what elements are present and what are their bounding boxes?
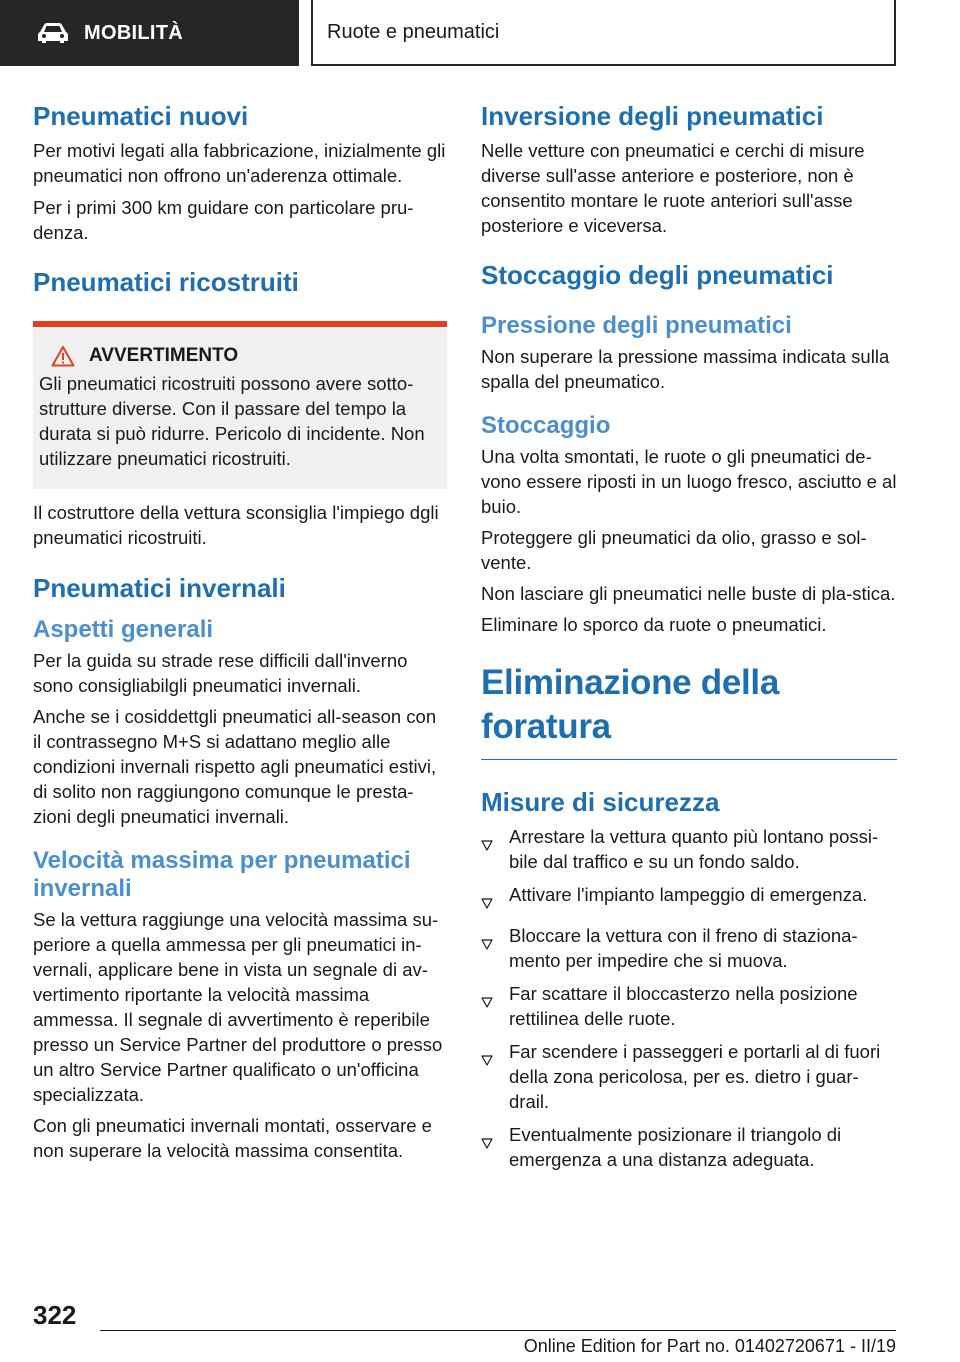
paragraph: Per la guida su strade rese difficili dall'inverno sono consigliabilgli pneumatici invernali.: [33, 650, 408, 696]
list-item: [481, 923, 897, 973]
safety-measures-list: [481, 824, 897, 1172]
chapter-box: [311, 0, 896, 66]
heading-retreaded-tyres: Pneumatici ricostruiti: [33, 267, 299, 297]
triangle-bullet-icon: [481, 981, 509, 1031]
list-item-text: Far scendere i passeggeri e portarli al di fuori della zona pericolosa, per es. dietro i guar-drail.: [509, 1041, 881, 1112]
list-item-text: Arrestare la vettura quanto più lontano possi-bile dal traffico e su un fondo saldo.: [509, 826, 879, 872]
right-column: [481, 100, 897, 1180]
warning-title-row: [39, 343, 439, 369]
edition-info: Online Edition for Part no. 01402720671 - II/19: [523, 1336, 896, 1356]
heading-tyre-inversion: Inversione degli pneumatici: [481, 101, 824, 131]
triangle-bullet-icon: [481, 1122, 509, 1172]
heading-new-tyres: Pneumatici nuovi: [33, 101, 249, 131]
heading-tyre-storage: Stoccaggio degli pneumatici: [481, 260, 834, 290]
paragraph: Il costruttore della vettura sconsiglia l'impiego dgli pneumatici ricostruiti.: [33, 502, 439, 548]
paragraph: Una volta smontati, le ruote o gli pneumatici de-vono essere riposti in un luogo fresco, asciutto e al buio.: [481, 446, 897, 517]
paragraph: Proteggere gli pneumatici da olio, grasso e sol-vente.: [481, 527, 867, 573]
subheading-max-speed: Velocità massima per pneumatici invernali: [33, 847, 411, 902]
list-item: [481, 981, 897, 1031]
paragraph: Non lasciare gli pneumatici nelle buste di pla-stica.: [481, 583, 896, 604]
triangle-bullet-icon: [481, 824, 509, 874]
section-tab: [0, 0, 299, 66]
triangle-bullet-icon: [481, 882, 509, 915]
page-number: 322: [33, 1300, 77, 1330]
list-item: [481, 882, 897, 915]
warning-title: AVVERTIMENTO: [89, 345, 239, 366]
list-item-text: Bloccare la vettura con il freno di staziona-mento per impedire che si muova.: [509, 925, 858, 971]
heading-safety-measures: Misure di sicurezza: [481, 787, 720, 817]
paragraph: Nelle vetture con pneumatici e cerchi di misure diverse sull'asse anteriore e posteriore, non è consentito montare le ruote anteriori sull'asse posteriore e viceversa.: [481, 140, 865, 236]
triangle-bullet-icon: [481, 923, 509, 973]
triangle-bullet-icon: [481, 1039, 509, 1114]
paragraph: Non superare la pressione massima indicata sulla spalla del pneumatico.: [481, 346, 890, 392]
car-icon: [36, 21, 70, 45]
subheading-storage: Stoccaggio: [481, 412, 611, 439]
subheading-tyre-pressure: Pressione degli pneumatici: [481, 312, 792, 339]
left-column: [33, 100, 447, 1163]
chapter-title: Ruote e pneumatici: [327, 20, 500, 43]
heading-puncture-repair: Eliminazione della foratura: [481, 663, 780, 746]
paragraph: Con gli pneumatici invernali montati, osservare e non superare la velocità massima consentita.: [33, 1115, 432, 1161]
list-item-text: Eventualmente posizionare il triangolo di emergenza a una distanza adeguata.: [509, 1124, 842, 1170]
paragraph: Per motivi legati alla fabbricazione, inizialmente gli pneumatici non offrono un'aderenza ottimale.: [33, 140, 446, 186]
section-rule: [481, 759, 897, 760]
paragraph: Per i primi 300 km guidare con particolare pru-denza.: [33, 197, 414, 243]
warning-triangle-icon: [51, 345, 75, 367]
subheading-general: Aspetti generali: [33, 616, 214, 643]
paragraph: Eliminare lo sporco da ruote o pneumatici.: [481, 614, 827, 635]
section-title: MOBILITÀ: [84, 21, 184, 44]
warning-text: Gli pneumatici ricostruiti possono avere sotto-strutture diverse. Con il passare del tempo la durata si può ridurre. Pericolo di incidente. Non utilizzare pneumatici ricostruiti.: [39, 373, 425, 469]
list-item: [481, 1039, 897, 1114]
paragraph: Se la vettura raggiunge una velocità massima su-periore a quella ammessa per gli pneumatici in-vernali, applicare bene in vista un segnale di av-vertimento riportante la velocità massima ammessa. Il segnale di avvertimento è reperibile presso un Service Partner del produttore o presso un altro Service Partner qualificato o un'officina specializzata.: [33, 909, 443, 1105]
list-item: [481, 824, 897, 874]
footer-rule: [100, 1330, 896, 1331]
list-item: [481, 1122, 897, 1172]
warning-box: [33, 321, 447, 489]
list-item-text: Far scattare il bloccasterzo nella posizione rettilinea delle ruote.: [509, 983, 858, 1029]
paragraph: Anche se i cosiddettgli pneumatici all-season con il contrassegno M+S si adattano meglio alle condizioni invernali rispetto agli pneumatici estivi, di solito non raggiungono comunque le presta-zioni degli pneumatici invernali.: [33, 706, 437, 827]
list-item-text: Attivare l'impianto lampeggio di emergenza.: [509, 884, 868, 905]
heading-winter-tyres: Pneumatici invernali: [33, 573, 286, 603]
page-header: [0, 0, 960, 66]
